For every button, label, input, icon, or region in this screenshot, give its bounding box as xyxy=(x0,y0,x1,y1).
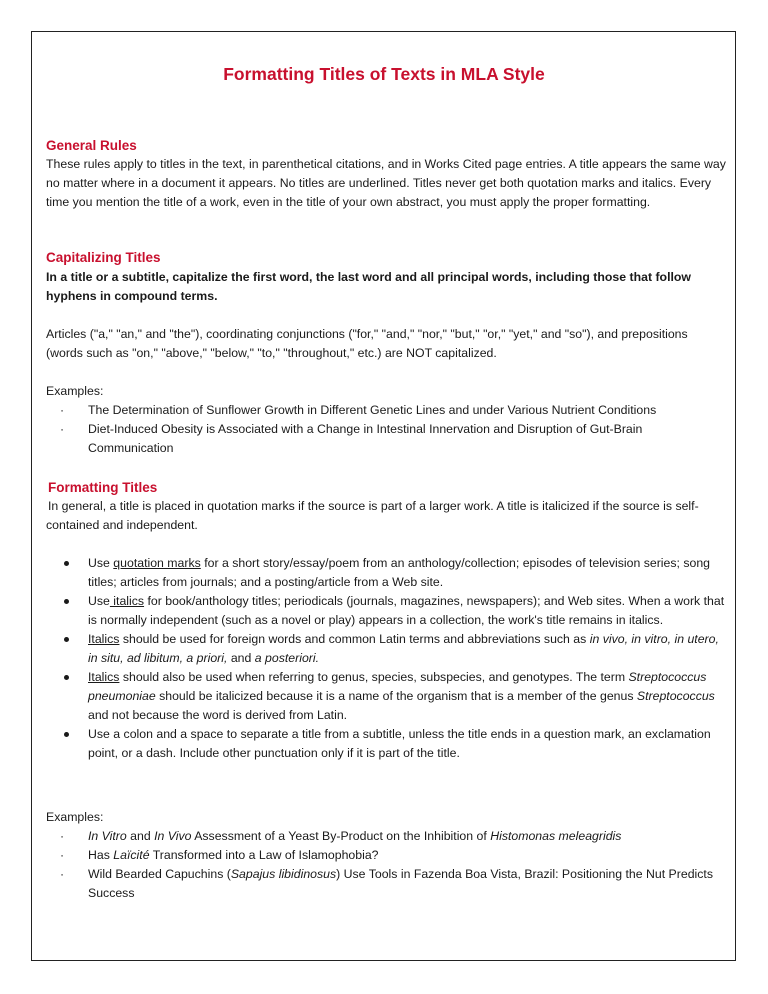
bullet-icon xyxy=(64,675,69,680)
list-marker: · xyxy=(60,829,65,843)
italics-term: Italics xyxy=(88,670,120,684)
list-item: Italics should also be used when referring to genus, species, subspecies, and genotypes. The term Streptococcus pneumoniae should be italicized because it is a name of the organism that is a member of the genus Streptococcus and not because the word is derived from Latin. xyxy=(46,668,726,725)
list-marker: · xyxy=(60,403,65,417)
formatting-heading: Formatting Titles xyxy=(48,480,158,495)
general-rules-heading: General Rules xyxy=(46,138,137,153)
bullet-icon xyxy=(64,637,69,642)
list-marker: · xyxy=(60,848,65,862)
list-item: · Wild Bearded Capuchins (Sapajus libidinosus) Use Tools in Fazenda Boa Vista, Brazil: Positioning the Nut Predicts Success xyxy=(60,867,713,900)
capitalizing-examples-label: Examples: xyxy=(46,384,104,398)
bullet-icon xyxy=(64,561,69,566)
formatting-examples-label: Examples: xyxy=(46,810,104,824)
bullet-icon xyxy=(64,599,69,604)
list-item: · In Vitro and In Vivo Assessment of a Yeast By-Product on the Inhibition of Histomonas meleagridis xyxy=(46,827,726,846)
formatting-rules-list xyxy=(46,554,726,763)
italics-term: Italics xyxy=(88,632,120,646)
list-item: Use quotation marks for a short story/essay/poem from an anthology/collection; episodes of television series; song titles; articles from journals; and a posting/article from a Web site. xyxy=(46,554,726,592)
list-item: · The Determination of Sunflower Growth in Different Genetic Lines and under Various Nutrient Conditions xyxy=(46,401,726,420)
capitalizing-heading: Capitalizing Titles xyxy=(46,250,161,265)
capitalizing-rule: In a title or a subtitle, capitalize the first word, the last word and all principal words, including those that follow hyphens in compound terms. xyxy=(46,270,691,303)
general-rules-body: These rules apply to titles in the text, in parenthetical citations, and in Works Cited page entries. A title appears the same way no matter where in a document it appears. No titles are underlined. Titles never get both quotation marks and italics. Every time you mention the title of a work, even in the title of your own abstract, you must apply the proper formatting. xyxy=(46,157,726,209)
page-title: Formatting Titles of Texts in MLA Style xyxy=(223,64,545,84)
list-item: Italics should be used for foreign words and common Latin terms and abbreviations such as in vivo, in vitro, in utero, in situ, ad libitum, a priori, and a posteriori. xyxy=(46,630,726,668)
list-item: · Has Laïcité Transformed into a Law of Islamophobia? xyxy=(46,846,726,865)
list-item: · Diet-Induced Obesity is Associated with a Change in Intestinal Innervation and Disruption of Gut-Brain Communication xyxy=(60,422,643,455)
bullet-icon xyxy=(64,732,69,737)
list-item: Use italics for book/anthology titles; periodicals (journals, magazines, newspapers); and Web sites. When a work that is normally independent (such as a novel or play) appears in a collection, the work's title remains in italics. xyxy=(46,592,726,630)
list-marker: · xyxy=(60,422,65,436)
quotation-marks-term: quotation marks xyxy=(113,556,201,570)
formatting-intro: In general, a title is placed in quotation marks if the source is part of a larger work. A title is italicized if the source is self-contained and independent. xyxy=(46,499,699,532)
capitalizing-examples-list xyxy=(46,401,726,458)
capitalizing-exceptions: Articles ("a," "an," and "the"), coordinating conjunctions ("for," "and," "nor," "but," "or," "yet," and "so"), and prepositions (words such as "on," "above," "below," "to," "throughout," etc.) are NOT capitalized. xyxy=(46,327,688,360)
list-marker: · xyxy=(60,867,65,881)
italics-term: italics xyxy=(109,594,145,608)
formatting-examples-list xyxy=(46,827,726,903)
list-item: Use a colon and a space to separate a title from a subtitle, unless the title ends in a question mark, an exclamation point, or a dash. Include other punctuation only if it is part of the title. xyxy=(46,725,726,763)
